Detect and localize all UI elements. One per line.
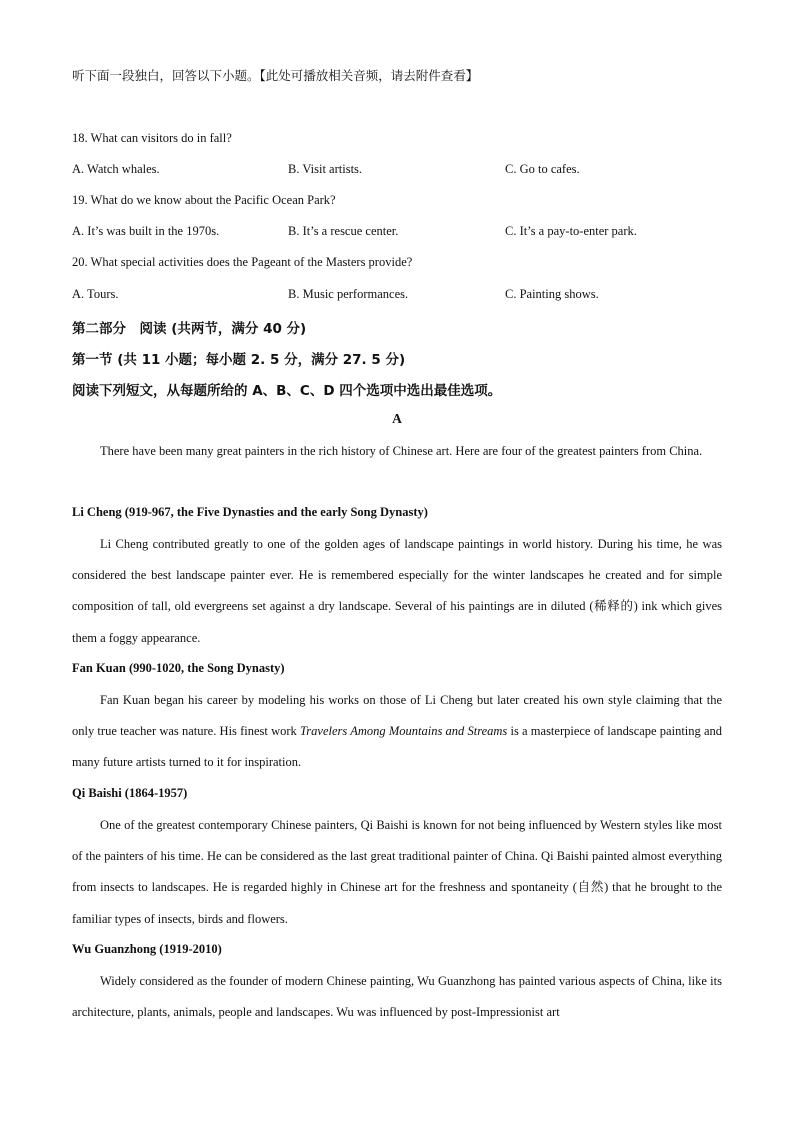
passage-intro: There have been many great painters in the rich history of Chinese art. Here are four of the greatest painters from China. xyxy=(100,444,703,458)
listening-instruction: 听下面一段独白，回答以下小题。【此处可播放相关音频，请去附件查看】 xyxy=(72,68,479,83)
q19-option-b: B. It’s a rescue center. xyxy=(288,224,399,238)
question-20: 20. What special activities does the Pageant of the Masters provide? xyxy=(72,255,413,269)
section-instruction: 阅读下列短文，从每题所给的 A、B、C、D 四个选项中选出最佳选项。 xyxy=(72,383,502,399)
question-18: 18. What can visitors do in fall? xyxy=(72,131,232,145)
q18-option-a: A. Watch whales. xyxy=(72,162,160,176)
painter-text-fan-kuan xyxy=(72,685,722,779)
q20-option-a: A. Tours. xyxy=(72,287,119,301)
painter-heading-fan-kuan: Fan Kuan (990-1020, the Song Dynasty) xyxy=(72,661,285,675)
fan-kuan-work-title: Travelers Among Mountains and Streams xyxy=(300,724,508,739)
q19-option-a: A. It’s was built in the 1970s. xyxy=(72,224,220,238)
painter-heading-wu-guanzhong: Wu Guanzhong (1919-2010) xyxy=(72,942,222,956)
q20-option-c: C. Painting shows. xyxy=(505,287,599,301)
question-19: 19. What do we know about the Pacific Ocean Park? xyxy=(72,193,336,207)
fan-kuan-text-after: is a masterpiece of landscape painting and many future artists turned to it for inspiration. xyxy=(72,724,723,770)
section-subpart-heading: 第一节 (共 11 小题；每小题 2. 5 分，满分 27. 5 分) xyxy=(72,352,406,368)
section-part-heading: 第二部分 阅读 (共两节，满分 40 分) xyxy=(72,321,307,337)
q20-option-b: B. Music performances. xyxy=(288,287,409,301)
q18-option-c: C. Go to cafes. xyxy=(505,162,580,176)
q19-option-c: C. It’s a pay-to-enter park. xyxy=(505,224,637,238)
fan-kuan-text-before: Fan Kuan began his career by modeling his works on those of Li Cheng but later created his own style claiming that the only true teacher was nature. His finest work xyxy=(72,693,722,739)
painter-text-qi-baishi: One of the greatest contemporary Chinese painters, Qi Baishi is known for not being influenced by Western styles like most of the painters of his time. He can be considered as the last great traditional painter of China. Qi Baishi painted almost everything from insects to landscapes. He is regarded highly in Chinese art for the freshness and spontaneity (自然) that he brought to the familiar types of insects, birds and flowers. xyxy=(72,818,722,926)
q18-option-b: B. Visit artists. xyxy=(288,162,363,176)
painter-heading-li-cheng: Li Cheng (919-967, the Five Dynasties and the early Song Dynasty) xyxy=(72,505,428,519)
painter-text-wu-guanzhong: Widely considered as the founder of modern Chinese painting, Wu Guanzhong has painted various aspects of China, like its architecture, plants, animals, people and landscapes. Wu was influenced by post-Impressionist art xyxy=(72,974,722,1020)
painter-heading-qi-baishi: Qi Baishi (1864-1957) xyxy=(72,786,188,800)
passage-letter: A xyxy=(392,411,402,426)
painter-text-li-cheng: Li Cheng contributed greatly to one of the golden ages of landscape paintings in world history. During his time, he was considered the best landscape painter ever. He is remembered especially for the winter landscapes he created and for simple composition of tall, old evergreens set against a dry landscape. Several of his paintings are in diluted (稀释的) ink which gives them a foggy appearance. xyxy=(72,537,722,645)
